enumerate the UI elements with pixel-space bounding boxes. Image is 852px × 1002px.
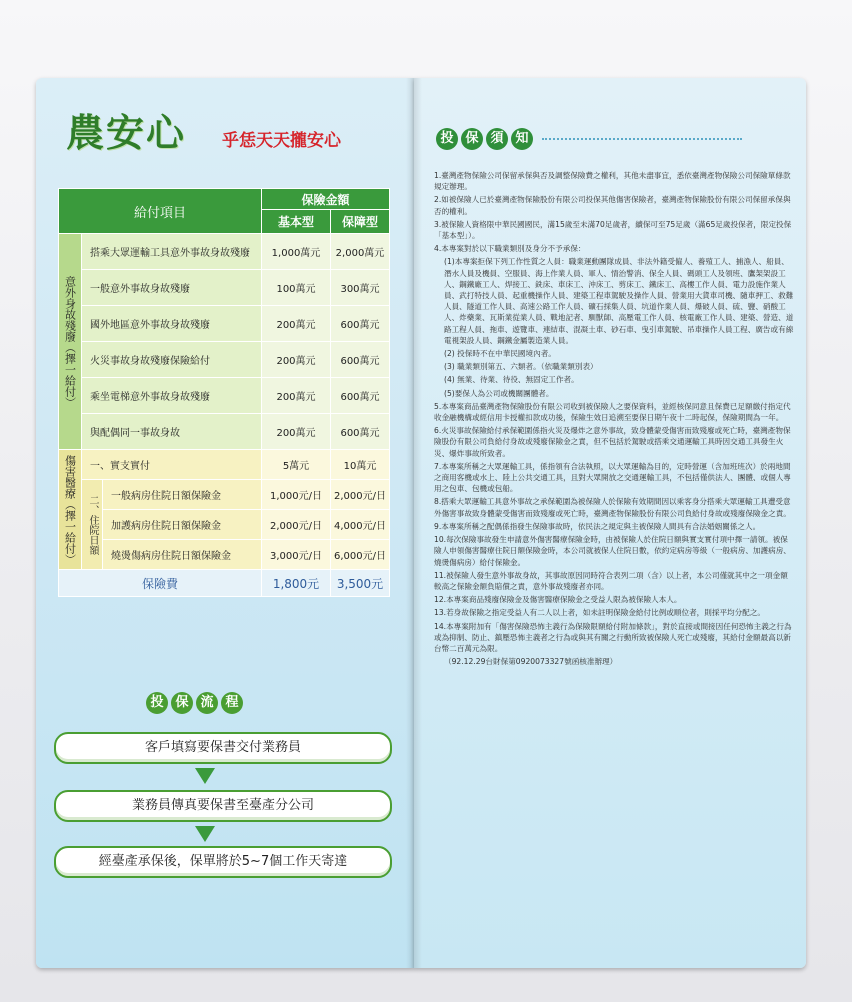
table-row-item: 火災事故身故殘廢保險給付 <box>82 342 262 378</box>
down-arrow-icon <box>195 768 215 784</box>
notice-subitem: (5)要保人為公司或機關團體者。 <box>444 388 554 398</box>
notice-item: 10.每次保險事故發生申請意外傷害醫療保險金時，由被保險人於住院日額與實支實付項中擇一請領。被保險人申領傷害醫療住院日額保險金時，本公司就被保人住院日數，依約定病房等級（一般病房、加護病房、燒燙傷病房）給付保險金。 <box>434 535 791 567</box>
header-amount: 保險金額 <box>262 189 390 210</box>
booklet-spine <box>406 78 422 968</box>
group2-label: 傷害醫療（擇一給付） <box>59 450 82 570</box>
table-row-protect: 600萬元 <box>331 414 390 450</box>
table-row-protect: 600萬元 <box>331 378 390 414</box>
process-step-1: 客戶填寫要保書交付業務員 <box>54 732 392 764</box>
notice-item: 14.本專案附加有「傷害保險恐怖主義行為保險限額給付附加條款」，對於直接或間接因任何恐怖主義之行為或為抑制、防止、鎮壓恐怖主義者之行為或與其有關之行動所致被保險人死亡或殘廢，其給付金額最高以新台幣二百萬元為限。 <box>434 621 792 653</box>
notice-title-char: 知 <box>511 128 533 150</box>
table-row-item: 一般病房住院日額保險金 <box>103 480 262 510</box>
table-row-basic: 200萬元 <box>262 414 331 450</box>
notice-subitem: (4) 無業、待業、待役、無固定工作者。 <box>444 375 579 385</box>
table-row-protect: 10萬元 <box>331 450 390 480</box>
process-title-char: 保 <box>171 692 193 714</box>
booklet <box>36 78 806 968</box>
table-row-basic: 100萬元 <box>262 270 331 306</box>
notice-item: 9.本專案所稱之配偶係指發生保險事故時，依民法之規定與主被保險人間具有合法婚姻關係之人。 <box>434 521 761 531</box>
notice-item: 3.被保險人資格限中華民國國民，滿15歲至未滿70足歲者，續保可至75足歲（滿65足歲投保者，限定投保「基本型」）。 <box>434 219 792 241</box>
notice-item: 11.被保險人發生意外事故身故，其事故原因同時符合表列二項（含）以上者，本公司僅就其中之一項金額較高之保險金額負賠償之責，意外事故殘廢者亦同。 <box>434 570 788 591</box>
notice-list <box>434 170 794 669</box>
table-row-protect: 4,000元/日 <box>331 510 390 540</box>
notice-item: 2.如被保險人已於臺灣產物保險股份有限公司投保其他傷害保險者，臺灣產物保險股份有限公司保留承保與否的權利。 <box>434 195 791 216</box>
table-row-item: 燒燙傷病房住院日額保險金 <box>103 540 262 570</box>
notice-subitem: (2) 投保時不在中華民國境內者。 <box>444 349 556 359</box>
table-row-basic: 1,000元/日 <box>262 480 331 510</box>
dotted-divider <box>542 138 742 140</box>
table-row-item: 與配偶同一事故身故 <box>82 414 262 450</box>
right-page <box>414 78 806 968</box>
table-row-protect: 600萬元 <box>331 306 390 342</box>
header-basic: 基本型 <box>262 210 331 234</box>
table-row-basic: 2,000元/日 <box>262 510 331 540</box>
notice-item: 5.本專案商品臺灣產物保險股份有限公司收到被保險人之要保資料，並經核保同意且保費已足額繳付指定代收金融機構或經信用卡授權扣款成功後，保險生效日追溯至要保日期午夜十二時起保，保險期間為一年。 <box>434 401 791 423</box>
table-row-item: 乘坐電梯意外事故身故殘廢 <box>82 378 262 414</box>
notice-title-char: 須 <box>486 128 508 150</box>
process-title-char: 投 <box>146 692 168 714</box>
process-step-3: 經臺產承保後，保單將於5~7個工作天寄達 <box>54 846 392 878</box>
benefit-table <box>58 188 390 597</box>
table-row-item: 一般意外事故身故殘廢 <box>82 270 262 306</box>
table-row-basic: 5萬元 <box>262 450 331 480</box>
table-row-protect: 2,000元/日 <box>331 480 390 510</box>
table-row-basic: 200萬元 <box>262 378 331 414</box>
notice-item: 1.臺灣產物保險公司保留承保與否及調整保險費之權利，其他未盡事宜，悉依臺灣產物保險公司保險單條款規定辦理。 <box>434 171 791 192</box>
notice-subitem: (1)本專案拒保下列工作性質之人員：職業運動團隊成員、非法外籍受僱人、養殖工人、捕漁人、船員、潛水人員及機員、空服員、海上作業人員、軍人、情治警消、保全人員、碼頭工人及領班、鷹架架設工人、鋼鐵廠工人、焊接工、銑床、車床工、沖床工、剪床工、鐵床工、高樓工作人員、電力設施作業人員、武打特技人員、起重機操作人員、建築工程車駕駛及操作人員、營業用大貨車司機、隨車押工、救難人員、隧道工作人員、高速公路工作人員、礦石採集人員、坑道作業人員、爆破人員、硫、鹽、硝酸工人、炸藥業、瓦斯業從業人員、戰地記者、馴獸師、高壓電工作人員、核電廠工作人員、建築、營造、道路工程人員、拖車、遊覽車、連結車、混凝土車、砂石車、曳引車駕駛、吊車操作人員工程、廣告或有線電視架設人員、鋼鐵金屬製造業人員。 <box>444 257 794 345</box>
notice-title-char: 投 <box>436 128 458 150</box>
notice-item: 7.本專案所稱之大眾運輸工具，係指領有合法執照，以大眾運輸為目的，定時營運（含加班班次）於兩地間之商用客機或水上、陸上公共交通工具，且對大眾開放之交通運輸工具，不包括僅供法人、團體、或個人專用之包車、包機或包船。 <box>434 461 791 494</box>
table-row-basic: 1,000萬元 <box>262 234 331 270</box>
notice-item: 8.搭乘大眾運輸工具意外事故之承保範圍為被保險人於保險有效期間因以乘客身分搭乘大眾運輸工具遭受意外傷害事故致身體蒙受傷害而致殘廢或死亡時，臺灣產物保險股份有限公司負給付身故或殘廢保險金之責。 <box>434 497 791 518</box>
premium-basic: 1,800元 <box>262 570 331 597</box>
premium-label: 保險費 <box>59 570 262 597</box>
notice-item: 6.火災事故保險給付承保範圍係指火災及爆炸之意外事故，致身體蒙受傷害而致殘廢或死亡時，臺灣產物保險股份有限公司負給付身故或殘廢保險金之責，但不包括於駕駛或搭乘交通運輸工具時因交通工具發生火災、爆炸事故所致者。 <box>434 426 791 458</box>
group2-sub-label: 二、住院日額 <box>82 480 103 570</box>
notice-item: 4.本專案對於以下職業類別及身分不予承保： <box>434 244 586 254</box>
table-row-item: 加護病房住院日額保險金 <box>103 510 262 540</box>
notice-item: 13.若身故保險之指定受益人有二人以上者，如未註明保險金給付比例或順位者，則採平均分配之。 <box>434 608 766 618</box>
table-row-basic: 200萬元 <box>262 342 331 378</box>
notice-item: 12.本專案商品殘廢保險金及傷害醫療保險金之受益人限為被保險人本人。 <box>434 595 682 605</box>
slogan: 乎恁天天攏安心 <box>222 131 341 151</box>
process-title <box>146 692 243 714</box>
table-row-protect: 300萬元 <box>331 270 390 306</box>
premium-protect: 3,500元 <box>331 570 390 597</box>
table-row-protect: 6,000元/日 <box>331 540 390 570</box>
table-row-basic: 3,000元/日 <box>262 540 331 570</box>
notice-title <box>436 128 742 150</box>
down-arrow-icon <box>195 826 215 842</box>
approval-note: （92.12.29台財保第0920073327號函核准辦理） <box>444 657 618 667</box>
left-page <box>36 78 414 968</box>
notice-subitem: (3) 職業類別第五、六類者。（依職業類別表） <box>444 362 598 372</box>
group1-label: 意外身故殘廢（擇一給付） <box>59 234 82 450</box>
header-protect: 保障型 <box>331 210 390 234</box>
brand-logo: 農安心 <box>66 110 187 155</box>
table-row-item: 一、實支實付 <box>82 450 262 480</box>
process-title-char: 流 <box>196 692 218 714</box>
table-row-item: 國外地區意外事故身故殘廢 <box>82 306 262 342</box>
table-row-item: 搭乘大眾運輸工具意外事故身故殘廢 <box>82 234 262 270</box>
table-row-protect: 2,000萬元 <box>331 234 390 270</box>
table-row-basic: 200萬元 <box>262 306 331 342</box>
header-item: 給付項目 <box>59 189 262 234</box>
notice-title-char: 保 <box>461 128 483 150</box>
process-title-char: 程 <box>221 692 243 714</box>
table-row-protect: 600萬元 <box>331 342 390 378</box>
process-step-2: 業務員傳真要保書至臺產分公司 <box>54 790 392 822</box>
